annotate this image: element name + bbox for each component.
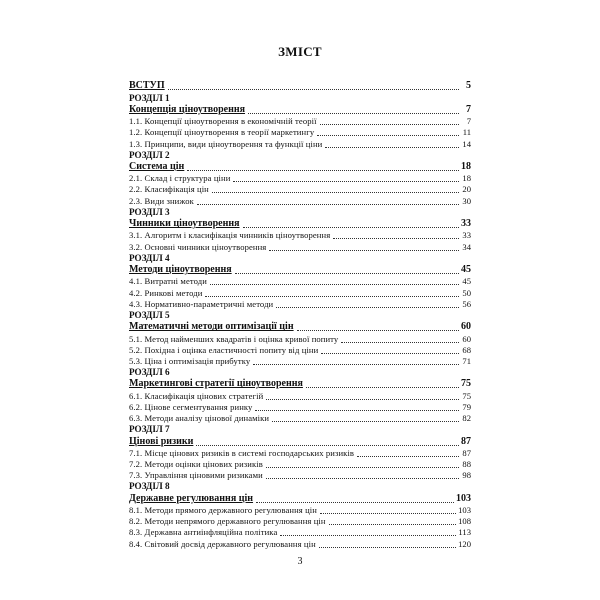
toc-entry-chapter <box>129 492 471 504</box>
toc-entry-page: 75 <box>461 378 471 390</box>
toc-dot-leader <box>205 296 459 297</box>
toc-entry-label: 2.2. Класифікація цін <box>129 184 209 195</box>
toc-dot-leader <box>187 170 459 171</box>
toc-entry-label: 7.3. Управління ціновими ризиками <box>129 470 263 481</box>
toc-dot-leader <box>196 445 459 446</box>
toc-entry-section <box>129 310 471 321</box>
toc-entry-page: 98 <box>462 470 471 481</box>
toc-entry-sub <box>129 195 471 206</box>
toc-entry-label: 2.3. Види знижок <box>129 195 194 206</box>
toc-entry-page: 14 <box>462 138 471 149</box>
toc-dot-leader <box>357 456 459 457</box>
toc-entry-section <box>129 207 471 218</box>
toc-entry-page: 108 <box>458 516 471 527</box>
toc-dot-leader <box>317 135 459 136</box>
toc-entry-label: 4.3. Нормативно-параметричні методи <box>129 298 274 309</box>
toc-entry-page: 87 <box>461 435 471 447</box>
toc-entry-label: РОЗДІЛ 8 <box>129 481 170 492</box>
toc-entry-page: 79 <box>462 401 471 412</box>
toc-entry-label: Математичні методи оптимізації цін <box>129 321 294 333</box>
toc-entry-page: 45 <box>461 264 471 276</box>
toc-entry-label: 6.1. Класифікація цінових стратегій <box>129 390 264 401</box>
toc-entry-sub <box>129 184 471 195</box>
toc-entry-label: ВСТУП <box>129 80 165 92</box>
toc-entry-page: 7 <box>466 103 471 115</box>
toc-entry-label: 5.1. Метод найменших квадратів і оцінка кривої попиту <box>129 333 339 344</box>
toc-entry-label: 1.2. Концепції ціноутворення в теорії маркетингу <box>129 127 315 138</box>
toc-dot-leader <box>276 307 459 308</box>
toc-entry-label: Маркетингові стратегії ціноутворення <box>129 378 303 390</box>
toc-dot-leader <box>321 353 459 354</box>
toc-entry-sub <box>129 116 471 127</box>
toc-entry-sub <box>129 516 471 527</box>
toc-entry-page: 5 <box>466 80 471 92</box>
toc-entry-label: 4.2. Ринкові методи <box>129 287 203 298</box>
toc-entry-page: 56 <box>462 298 471 309</box>
toc-entry-label: РОЗДІЛ 5 <box>129 309 170 320</box>
toc-entry-label: 5.2. Похідна і оцінка еластичності попиту від ціни <box>129 344 319 355</box>
toc-entry-label: 3.2. Основні чинники ціноутворення <box>129 241 267 252</box>
toc-entry-label: 8.3. Державна антиінфляційна політика <box>129 527 278 538</box>
toc-entry-chapter <box>129 378 471 390</box>
toc-entry-page: 103 <box>458 504 471 515</box>
toc-entry-sub <box>129 241 471 252</box>
toc-entry-sub <box>129 230 471 241</box>
toc-entry-chapter <box>129 321 471 333</box>
toc-entry-page: 113 <box>458 527 471 538</box>
toc-dot-leader <box>272 421 459 422</box>
toc-entry-page: 18 <box>462 173 471 184</box>
page-number: 3 <box>297 556 303 567</box>
toc-entry-label: 4.1. Витратні методи <box>129 276 207 287</box>
toc-entry-chapter <box>129 104 471 116</box>
toc-entry-page: 87 <box>462 447 471 458</box>
toc-entry-sub <box>129 345 471 356</box>
toc-entry-page: 18 <box>461 161 471 173</box>
toc-entry-sub <box>129 356 471 367</box>
toc-dot-leader <box>266 467 459 468</box>
toc-dot-leader <box>319 547 456 548</box>
toc-entry-page: 11 <box>462 127 471 138</box>
toc-entry-chapter <box>129 264 471 276</box>
toc-entry-sub <box>129 413 471 424</box>
toc-entry-label: РОЗДІЛ 1 <box>129 92 170 103</box>
toc-dot-leader <box>266 478 459 479</box>
toc-entry-label: 6.2. Цінове сегментування ринку <box>129 401 253 412</box>
toc-dot-leader <box>253 364 459 365</box>
toc-entry-sub <box>129 287 471 298</box>
toc-entry-label: 1.3. Принципи, види ціноутворення та функції ціни <box>129 138 323 149</box>
toc-entry-label: Чинники ціноутворення <box>129 218 240 230</box>
toc-entry-label: Система цін <box>129 161 185 173</box>
toc-entry-label: 7.1. Місце цінових ризиків в системі господарських ризиків <box>129 447 355 458</box>
toc-entry-label: 2.1. Склад і структура ціни <box>129 173 231 184</box>
toc-entry-page: 71 <box>462 355 471 366</box>
toc-dot-leader <box>233 181 459 182</box>
toc-entry-label: Державне регулювання цін <box>129 492 254 504</box>
toc-entry-label: 6.3. Методи аналізу цінової динаміки <box>129 413 270 424</box>
toc-entry-page: 7 <box>466 116 471 127</box>
toc-entry-label: РОЗДІЛ 6 <box>129 367 170 378</box>
toc-entry-section <box>129 367 471 378</box>
toc-entry-label: Концепція ціноутворення <box>129 103 246 115</box>
toc-dot-leader <box>212 192 459 193</box>
toc-entry-sub <box>129 333 471 344</box>
toc-entry-label: Методи ціноутворення <box>129 264 232 276</box>
toc-entry-sub <box>129 470 471 481</box>
toc-entry-section <box>129 150 471 161</box>
toc-entry-page: 68 <box>462 344 471 355</box>
toc-entry-sub <box>129 127 471 138</box>
toc-entry-sub <box>129 173 471 184</box>
toc-entry-page: 88 <box>462 459 471 469</box>
toc-entry-page: 33 <box>461 218 471 230</box>
toc-entry-sub <box>129 402 471 413</box>
toc-entry-label: РОЗДІЛ 3 <box>129 206 170 217</box>
toc-entry-page: 120 <box>458 538 471 549</box>
toc-entry-page: 45 <box>462 276 471 287</box>
toc-dot-leader <box>248 113 459 114</box>
toc-entry-label: 5.3. Ціна і оптимізація прибутку <box>129 355 251 366</box>
toc-entry-section <box>129 481 471 492</box>
toc-entry-sub <box>129 299 471 310</box>
toc-dot-leader <box>320 513 456 514</box>
toc-entry-page: 60 <box>461 321 471 333</box>
toc-entry-sub <box>129 390 471 401</box>
toc-dot-leader <box>297 330 459 331</box>
toc-dot-leader <box>280 535 456 536</box>
toc-entry-page: 60 <box>462 333 471 344</box>
toc-entry-page: 75 <box>462 390 471 401</box>
toc-dot-leader <box>197 204 459 205</box>
toc-entry-page: 103 <box>456 492 471 504</box>
toc-entry-sub <box>129 448 471 459</box>
toc-dot-leader <box>210 284 459 285</box>
toc-entry-page: 30 <box>462 195 471 206</box>
toc-dot-leader <box>325 147 459 148</box>
toc-entry-page: 33 <box>462 230 471 241</box>
toc-entry-section <box>129 424 471 435</box>
page-title: ЗМІСТ <box>278 44 322 59</box>
toc-entry-chapter <box>129 161 471 173</box>
toc-entry-sub <box>129 505 471 516</box>
toc-entry-sub <box>129 276 471 287</box>
toc-dot-leader <box>341 342 459 343</box>
toc-entry-label: 7.2. Методи оцінки цінових ризиків <box>129 459 263 469</box>
toc-entry-chapter <box>129 435 471 447</box>
toc-entry-sub <box>129 138 471 149</box>
toc-dot-leader <box>256 502 454 503</box>
toc-entry-section <box>129 253 471 264</box>
toc-entry-page: 50 <box>462 287 471 298</box>
toc-dot-leader <box>243 227 459 228</box>
toc-entry-label: 3.1. Алгоритм і класифікація чинників ціноутворення <box>129 230 331 241</box>
toc-dot-leader <box>255 410 459 411</box>
toc-dot-leader <box>333 238 459 239</box>
toc-dot-leader <box>329 524 457 525</box>
toc-entry-label: 8.2. Методи непрямого державного регулювання цін <box>129 516 326 527</box>
toc-entry-chapter <box>129 218 471 230</box>
toc-dot-leader <box>269 250 459 251</box>
toc-entry-label: Цінові ризики <box>129 435 194 447</box>
toc-dot-leader <box>306 387 459 388</box>
toc-entry-label: 1.1. Концепції ціноутворення в економічній теорії <box>129 116 317 127</box>
toc-entry-section <box>129 92 471 103</box>
toc-entry-page: 82 <box>462 413 471 424</box>
toc-entry-label: РОЗДІЛ 2 <box>129 149 170 160</box>
toc-dot-leader <box>266 399 459 400</box>
toc-entry-page: 34 <box>462 241 471 252</box>
toc-entry-label: 8.1. Методи прямого державного регулювання цін <box>129 504 317 515</box>
toc-entry-page: 20 <box>462 184 471 195</box>
toc-dot-leader <box>168 89 459 90</box>
toc-entry-intro <box>129 80 471 92</box>
toc-entry-sub <box>129 538 471 549</box>
toc-entry-label: РОЗДІЛ 4 <box>129 252 170 263</box>
toc-dot-leader <box>320 124 459 125</box>
toc-entry-label: 8.4. Світовий досвід державного регулювання цін <box>129 538 316 549</box>
toc-entry-sub <box>129 527 471 538</box>
toc-entry-sub <box>129 459 471 470</box>
toc-dot-leader <box>235 273 459 274</box>
table-of-contents <box>129 80 471 550</box>
toc-entry-label: РОЗДІЛ 7 <box>129 424 170 435</box>
